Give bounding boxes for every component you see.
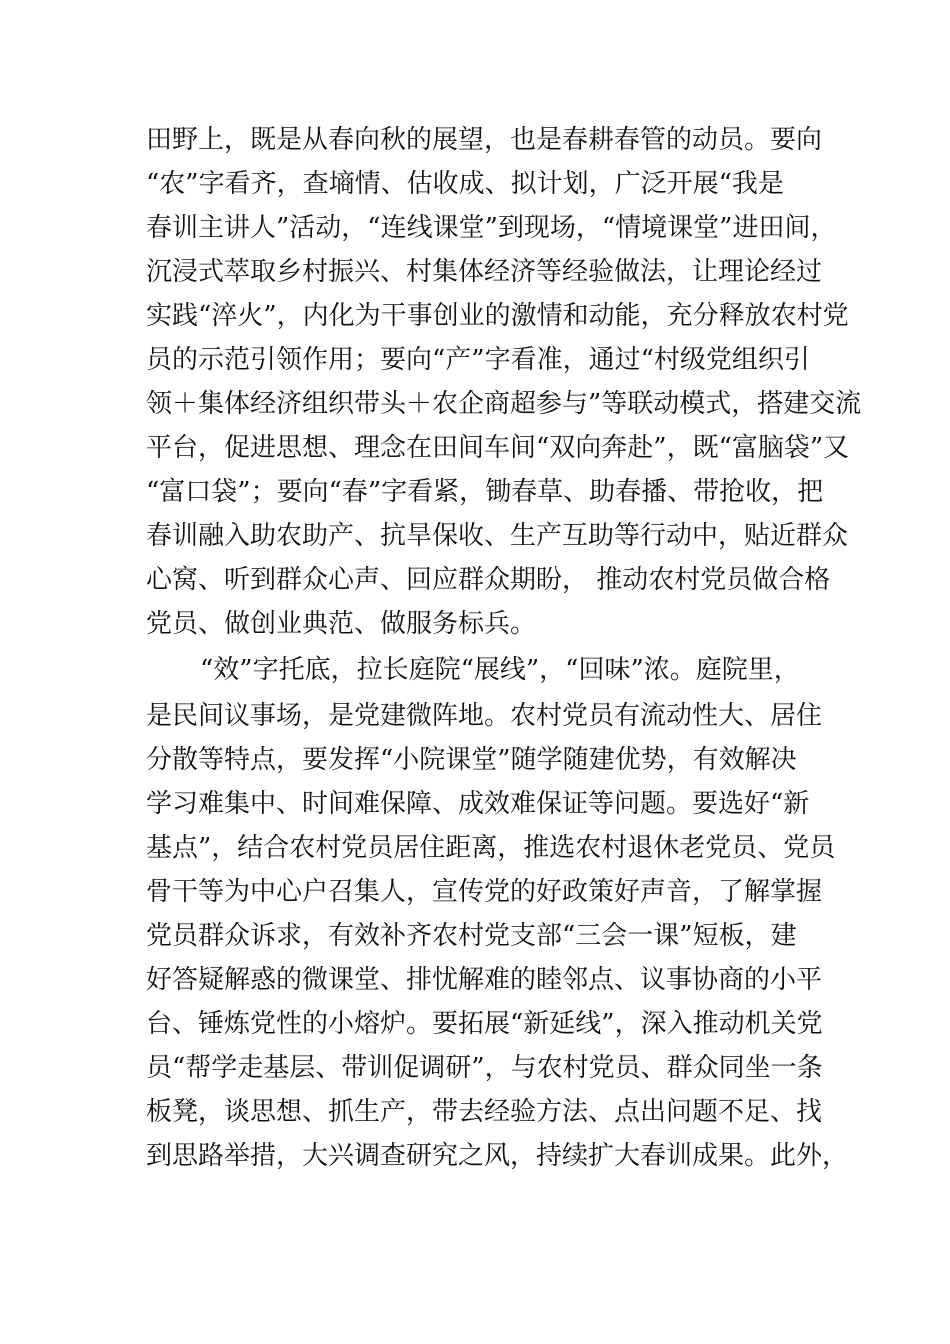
paragraph-2-line-10: 员“帮学走基层、带训促调研”，与农村党员、群众同坐一条 [146,1053,823,1083]
paragraph-1-line-6: 员的示范引领作用；要向“产”字看准，通过“村级党组织引 [146,345,810,375]
paragraph-1-line-12: 党员、做创业典范、做服务标兵。 [146,609,537,639]
paragraph-2-line-7: 党员群众诉求，有效补齐农村党支部“三会一课”短板，建 [146,921,797,951]
paragraph-2-line-5: 基点”，结合农村党员居住距离，推选农村退休老党员、党员 [146,833,836,863]
paragraph-2-line-11: 板凳，谈思想、抓生产，带去经验方法、点出问题不足、找 [146,1097,823,1127]
paragraph-1-line-3: 春训主讲人”活动，“连线课堂”到现场，“情境课堂”进田间， [146,213,837,243]
paragraph-2-line-2: 是民间议事场，是党建微阵地。农村党员有流动性大、居住 [146,701,823,731]
paragraph-2-line-12: 到思路举措，大兴调查研究之风，持续扩大春训成果。此外， [146,1141,849,1171]
paragraph-1-line-1: 田野上，既是从春向秋的展望，也是春耕春管的动员。要向 [146,125,823,155]
paragraph-1-line-7: 领＋集体经济组织带头＋农企商超参与”等联动模式，搭建交流 [146,389,862,419]
paragraph-1-line-8: 平台，促进思想、理念在田间车间“双向奔赴”，既“富脑袋”又 [146,433,850,463]
paragraph-2-line-6: 骨干等为中心户召集人，宣传党的好政策好声音，了解掌握 [146,877,823,907]
paragraph-2-line-1: “效”字托底，拉长庭院“展线”，“回味”浓。庭院里， [200,655,800,685]
paragraph-2-line-9: 台、锤炼党性的小熔炉。要拓展“新延线”，深入推动机关党 [146,1009,823,1039]
paragraph-1-line-5: 实践“淬火”，内化为干事创业的激情和动能，充分释放农村党 [146,301,849,331]
paragraph-2-line-4: 学习难集中、时间难保障、成效难保证等问题。要选好“新 [146,789,810,819]
paragraph-1-line-11: 心窝、听到群众心声、回应群众期盼， 推动农村党员做合格 [146,565,831,595]
paragraph-1-line-9: “富口袋”；要向“春”字看紧，锄春草、助春播、带抢收，把 [146,477,824,507]
paragraph-2-line-3: 分散等特点，要发挥“小院课堂”随学随建优势，有效解决 [146,745,797,775]
paragraph-1-line-2: “农”字看齐，查墒情、估收成、拟计划，广泛开展“我是 [146,169,784,199]
paragraph-2-line-8: 好答疑解惑的微课堂、排忧解难的睦邻点、议事协商的小平 [146,965,823,995]
paragraph-1-line-4: 沉浸式萃取乡村振兴、村集体经济等经验做法，让理论经过 [146,257,823,287]
paragraph-1-line-10: 春训融入助农助产、抗旱保收、生产互助等行动中，贴近群众 [146,521,849,551]
